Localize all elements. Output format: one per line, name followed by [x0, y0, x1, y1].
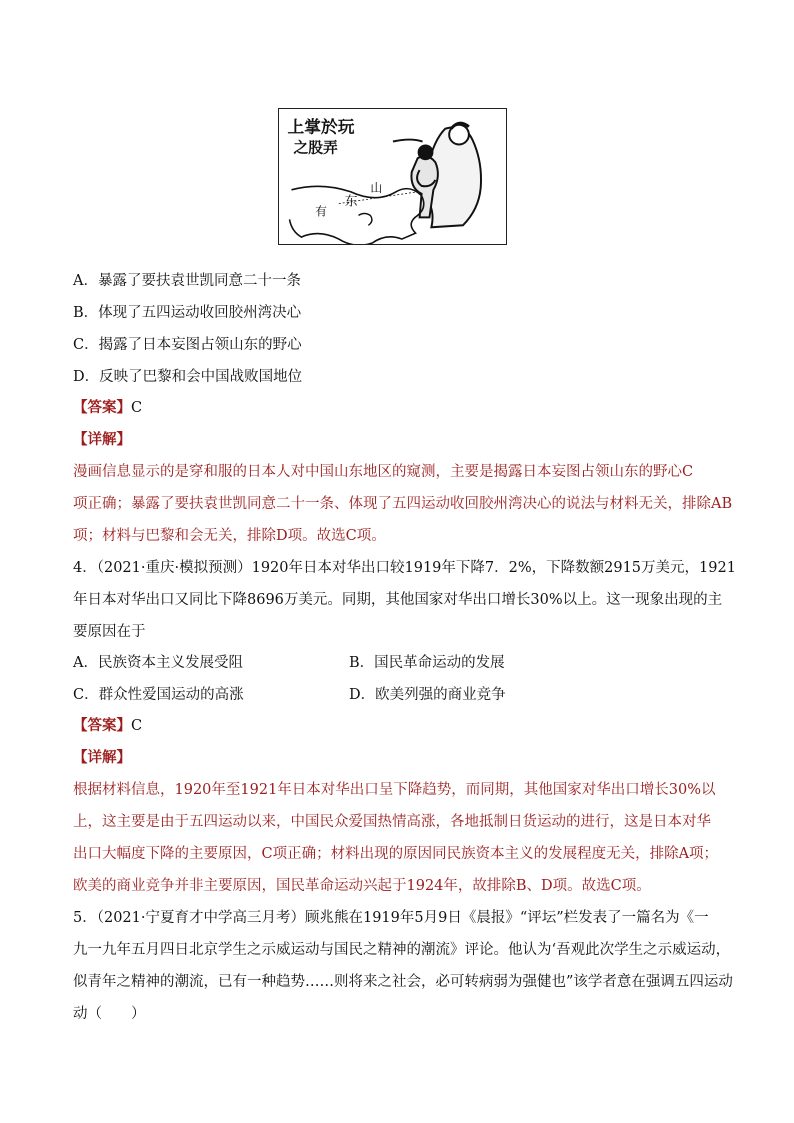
q3-option-a: A．暴露了要扶袁世凯同意二十一条: [73, 273, 301, 289]
cartoon-caption-line2: 之股弄: [293, 139, 338, 157]
cartoon-caption-line1: 上掌於玩: [287, 116, 355, 137]
q3-detail-tag: 【详解】: [73, 431, 131, 448]
q3-option-c: C．揭露了日本妄图占领山东的野心: [73, 337, 302, 353]
q3-detail-line3: 项；材料与巴黎和会无关，排除D项。故选C项。: [73, 528, 386, 544]
q3-option-b: B．体现了五四运动收回胶州湾决心: [73, 305, 302, 321]
q4-option-b: B．国民革命运动的发展: [349, 655, 505, 671]
q4-detail-line4: 欧美的商业竞争并非主要原因，国民革命运动兴起于1924年，故排除B、D项。故选C项。: [73, 878, 651, 894]
q4-option-a: A．民族资本主义发展受阻: [73, 655, 243, 671]
cartoon-map-label-shan: 山: [370, 180, 383, 195]
cartoon-small-head: [418, 144, 434, 160]
q4-stem-line3: 要原因在于: [73, 624, 146, 640]
q5-stem-line1: 5．（2021·宁夏育才中学高三月考）顾兆熊在1919年5月9日《晨报》“评坛”栏发表了一篇名为《一: [73, 910, 709, 926]
q3-answer: [73, 398, 142, 418]
q4-answer-tag: 【答案】: [73, 717, 131, 734]
cartoon-map-label-you: 有: [315, 204, 327, 219]
q3-detail-line2: 项正确；暴露了要扶袁世凯同意二十一条、体现了五四运动收回胶州湾决心的说法与材料无关，排除AB: [73, 496, 733, 512]
cartoon-map-detail: [359, 213, 372, 225]
cartoon-sash: [393, 140, 423, 142]
cartoon-map-label-dong: 东: [344, 194, 358, 210]
cartoon-drawing: [279, 109, 506, 244]
q3-answer-tag: 【答案】: [73, 399, 131, 416]
q3-answer-value: C: [131, 400, 143, 416]
q4-detail-tag: 【详解】: [73, 749, 131, 766]
q4-detail-line3: 出口大幅度下降的主要原因，C项正确；材料出现的原因同民族资本主义的发展程度无关，排除A项；: [73, 846, 719, 862]
q4-detail-line1: 根据材料信息，1920年至1921年日本对华出口呈下降趋势，而同期，其他国家对华出口增长30%以: [73, 782, 716, 798]
q4-stem-line1: 4．（2021·重庆·模拟预测）1920年日本对华出口较1919年下降7．2%，下降数额2915万美元，1921: [73, 560, 736, 576]
q5-stem-line3: 似青年之精神的潮流，已有一种趋势……则将来之社会，必可转病弱为强健也”该学者意在强调五四运动: [73, 974, 733, 990]
q5-stem-line2: 九一九年五月四日北京学生之示威运动与国民之精神的潮流》评论。他认为‘吾观此次学生之示威运动，: [73, 942, 731, 958]
q4-option-d: D．欧美列强的商业竞争: [349, 687, 506, 703]
q4-answer-value: C: [131, 718, 143, 734]
q3-option-d: D．反映了巴黎和会中国战败国地位: [73, 369, 303, 385]
q3-detail-line1: 漫画信息显示的是穿和服的日本人对中国山东地区的窥测，主要是揭露日本妄图占领山东的野心C: [73, 464, 694, 480]
cartoon-image: [278, 108, 507, 245]
q4-stem-line2: 年日本对华出口又同比下降8696万美元。同期，其他国家对华出口增长30%以上。这一现象出现的主: [73, 592, 723, 608]
q4-option-c: C．群众性爱国运动的高涨: [73, 687, 244, 703]
q4-answer: [73, 716, 142, 736]
q5-stem-line4: 动（ ）: [73, 1006, 146, 1022]
q4-detail-line2: 上，这主要是由于五四运动以来，中国民众爱国热情高涨，各地抵制日货运动的进行，这是日本对华: [73, 814, 711, 830]
